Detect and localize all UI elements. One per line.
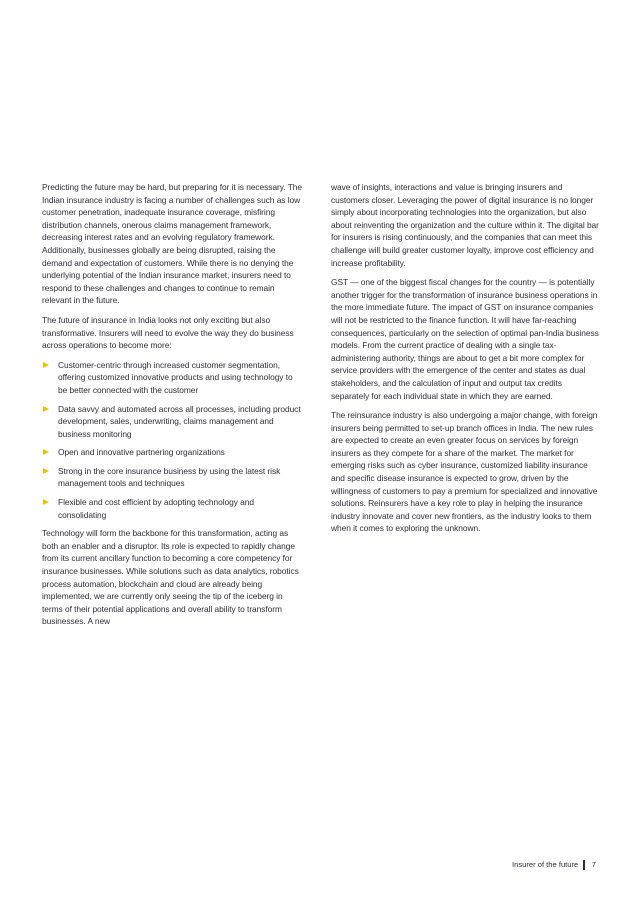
triangle-bullet-icon — [43, 468, 49, 474]
triangle-bullet-icon — [43, 499, 49, 505]
triangle-bullet-icon — [43, 406, 49, 412]
gst-paragraph: GST — one of the biggest fiscal changes for the country — is potentially another trigger for the transformation of insurance business operations in the more immediate future. The impact of GST on insurance companies will not be restricted to the finance function. It will have far-reaching consequences, particularly on the selection of optimal pan-India business models. From the current practice of dealing with a single tax-administering authority, things are about to get a bit more complex for service providers with the emergence of the center and states as dual stakeholders, and the calculation of input and output tax credits separately for each individual state in which they are earned. — [331, 277, 599, 401]
triangle-bullet-icon — [43, 449, 49, 455]
digital-paragraph: wave of insights, interactions and value is bringing insurers and customers closer. Leveraging the power of digital insurance is no longer simply about incorporating technologies into the organization, but also about reinventing the organization and the culture within it. The digital bar for insurers is rising continuously, and the companies that can meet this challenge will build greater customer loyalty, improve cost efficiency and increase profitability. — [331, 182, 599, 268]
bullet-text: Flexible and cost efficient by adopting technology and consolidating — [58, 497, 254, 520]
page-number: 7 — [591, 860, 596, 869]
intro-paragraph: Predicting the future may be hard, but preparing for it is necessary. The Indian insurance industry is facing a number of challenges such as low customer penetration, inadequate insurance coverage, misfiring distribution channels, onerous claims management framework, decreasing interest rates and an evolving regulatory framework. Additionally, businesses globally are being disrupted, raising the demand and expectation of customers. While there is no denying the underlying potential of the Indian insurance market, insurers need to respond to these challenges and changes to continue to remain relevant in the future. — [42, 182, 302, 306]
bullet-text: Customer-centric through increased customer segmentation, offering customized innovative products and using technology to be better connected with the customer — [58, 359, 293, 395]
triangle-bullet-icon — [43, 362, 49, 368]
reinsurance-paragraph: The reinsurance industry is also undergoing a major change, with foreign insurers being permitted to set-up branch offices in India. The new rules are expected to create an even greater focus on services by foreign insurers as they compete for a share of the market. The market for emerging risks such as cyber insurance, customized liability insurance and specific disease insurance is expected to grow, driven by the willingness of customers to pay a premium for specialized and innovative solutions. Reinsurers have a key role to play in helping the insurance industry innovate and cover new frontiers, as the industry looks to them when it comes to exploring the unknown. — [331, 410, 598, 534]
transformation-bullet-list — [42, 359, 304, 522]
footer-title: Insurer of the future — [511, 860, 579, 869]
bullet-text: Strong in the core insurance business by using the latest risk management tools and techniques — [58, 465, 281, 489]
technology-paragraph: Technology will form the backbone for this transformation, acting as both an enabler and a disruptor. Its role is expected to rapidly change from its current ancillary function to becoming a core competency for insurance businesses. While solutions such as data analytics, robotics process automation, blockchain and cloud are already being implemented, we are currently only seeing the tip of the iceberg in terms of their potential applications and overall ability to transform businesses. A new — [42, 528, 299, 627]
bullet-item — [42, 403, 304, 441]
bullet-text: Data savvy and automated across all processes, including product development, sales, underwriting, claims management and business monitoring — [58, 403, 301, 439]
bullet-text: Open and innovative partnering organizations — [58, 447, 225, 458]
bullet-item — [42, 496, 304, 521]
left-column — [42, 181, 304, 635]
right-column — [331, 181, 599, 542]
bullet-item — [42, 465, 304, 490]
footer-divider — [583, 860, 585, 870]
bullet-item — [42, 359, 304, 397]
page-footer — [512, 860, 596, 870]
future-paragraph: The future of insurance in India looks not only exciting but also transformative. Insurers will need to evolve the way they do business across operations to become more: — [42, 314, 294, 351]
bullet-item — [42, 446, 304, 459]
